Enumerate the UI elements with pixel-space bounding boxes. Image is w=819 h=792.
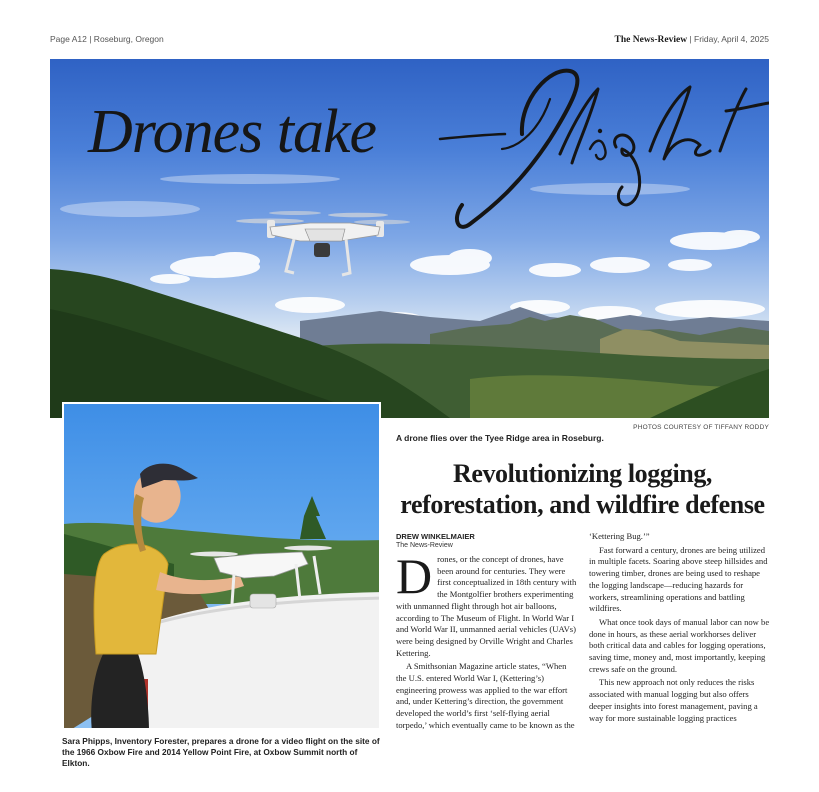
article-headline: Revolutionizing logging, reforestation, and wildfire defense <box>400 459 765 519</box>
page-folio: Page A12 | Roseburg, Oregon <box>50 34 164 44</box>
drone-icon <box>236 211 410 275</box>
clouds <box>150 230 765 326</box>
photo-credit: PHOTOS COURTESY OF TIFFANY RODDY <box>633 424 769 431</box>
drop-cap: D <box>396 548 433 604</box>
article-column-1 <box>396 548 578 734</box>
hero-photo <box>50 59 769 418</box>
inset-photo-illustration <box>64 404 381 730</box>
hero-caption: A drone flies over the Tyee Ridge area in Roseburg. <box>396 433 604 443</box>
inset-caption: Sara Phipps, Inventory Forester, prepares a drone for a video flight on the site of the 1966 Oxbow Fire and 2014 Yellow Point Fire, at Oxbow Summit north of Elkton. <box>62 736 380 768</box>
article-paragraph: A Smithsonian Magazine article states, “When the U.S. entered World War I, (Kettering’s) engineering prowess was applied to the war effort and, under Kettering’s direction, the government developed the world’s first ‘self-flying aerial torpedo,’ which eventually came to be known as the <box>396 661 575 730</box>
hero-title: Drones take <box>88 98 377 166</box>
article-paragraph: Fast forward a century, drones are being utilized in multiple facets. Soaring above steep hillsides and towering timber, drones are being used to reshape the logging landscape—reducing hazards for workers, streamlining operations and battling wildfires. <box>589 544 768 614</box>
flight-script-lettering <box>440 71 769 227</box>
inset-photo <box>62 402 381 730</box>
young-tree-icon <box>300 496 326 539</box>
masthead-date <box>615 34 769 45</box>
article-paragraph <box>396 548 578 659</box>
article-paragraph: What once took days of manual labor can now be done in hours, as these aerial workhorses deliver both critical data and cables for logging operations, saving time, money and, most importantly, keeping crews safe on the ground. <box>589 616 770 674</box>
newspaper-name: The News-Review <box>614 35 688 45</box>
publication-date: | Friday, April 4, 2025 <box>687 34 769 44</box>
byline: DREW WINKELMAIER <box>396 532 475 541</box>
wispy-clouds <box>60 174 690 217</box>
article-paragraph: ‘Kettering Bug.’” <box>589 531 650 541</box>
article-paragraph: This new approach not only reduces the risks associated with manual logging but also offers deeper insights into forest management, paving a way for more sustainable logging practices <box>589 677 758 723</box>
byline-affiliation: The News-Review <box>396 542 453 549</box>
article-column-2 <box>589 531 771 726</box>
paragraph-text: rones, or the concept of drones, have been around for centuries. They were first conceptualized in 18th century with the Montgolfier brothers experimenting with unmanned flight through hot air balloons, according to The Museum of Flight. In World War I and World War II, unmanned aerial vehicles (UAVs) were being designed by Orville Wright and Charles Kettering. <box>396 554 577 658</box>
